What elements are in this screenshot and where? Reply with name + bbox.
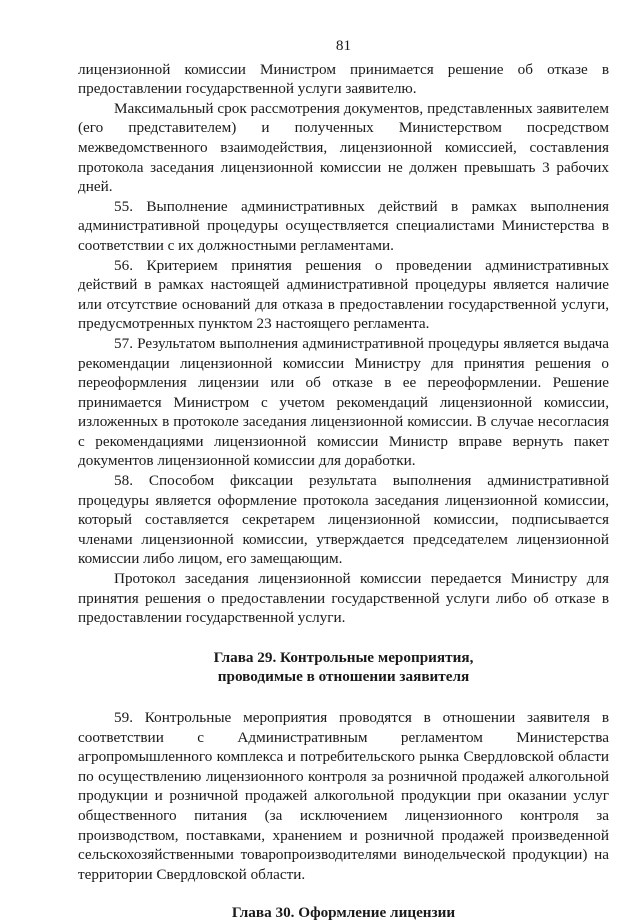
document-page: [78, 36, 609, 923]
chapter-29-heading: [78, 648, 609, 687]
paragraph-56: 56. Критерием принятия решения о проведении административных действий в рамках настоящей административной процедуры является наличие или отсутствие оснований для отказа в предоставлении государственной услуги, предусмотренных пунктом 23 настоящего регламента.: [78, 256, 609, 333]
paragraph-57: 57. Результатом выполнения административной процедуры является выдача рекомендации лицензионной комиссии Министру для принятия решения о переоформления лицензии или об отказе в ее переоформлении. Решение принимается Министром с учетом рекомендаций лицензионной комиссии, изложенных в протоколе заседания лицензионной комиссии. В случае несогласия с рекомендациями лицензионной комиссии Министр вправе вернуть пакет документов лицензионной комиссии для доработки.: [78, 334, 609, 470]
chapter-29-title-line1: Глава 29. Контрольные мероприятия,: [213, 648, 474, 666]
paragraph-59: 59. Контрольные мероприятия проводятся в отношении заявителя в соответствии с Административным регламентом Министерства агропромышленного комплекса и потребительского рынка Свердловской области по осуществлению лицензионного контроля за розничной продажей алкогольной продукции и розничной продажей алкогольной продукции при оказании услуг общественного питания (за исключением лицензионного контроля за производством, поставками, хранением и розничной продажей произведенной сельскохозяйственными товаропроизводителями винодельческой продукции) на территории Свердловской области.: [78, 709, 609, 883]
paragraph-refusal-decision: лицензионной комиссии Министром принимается решение об отказе в предоставлении государственной услуги заявителю.: [78, 60, 609, 98]
paragraph-58: 58. Способом фиксации результата выполнения административной процедуры является оформление протокола заседания лицензионной комиссии, который составляется секретарем лицензионной комиссии, подписывается членами лицензионной комиссии, утверждается председателем лицензионной комиссии либо лицом, его замещающим.: [78, 472, 609, 568]
paragraph-protocol-transfer: Протокол заседания лицензионной комиссии передается Министру для принятия решения о предоставлении государственной услуги либо об отказе в предоставлении государственной услуги.: [78, 570, 609, 627]
page-number: 81: [335, 37, 352, 54]
paragraph-55: 55. Выполнение административных действий в рамках выполнения административной процедуры осуществляется специалистами Министерства в соответствии с их должностными регламентами.: [78, 197, 609, 254]
paragraph-max-review-period: Максимальный срок рассмотрения документов, представленных заявителем (его представителем) и полученных Министерством посредством межведомственного взаимодействия, лицензионной комиссией, составления протокола заседания лицензионной комиссии не должен превышать 3 рабочих дней.: [78, 99, 609, 196]
chapter-29-title-line2: проводимые в отношении заявителя: [217, 668, 470, 686]
chapter-30-heading: Глава 30. Оформление лицензии: [231, 904, 456, 922]
